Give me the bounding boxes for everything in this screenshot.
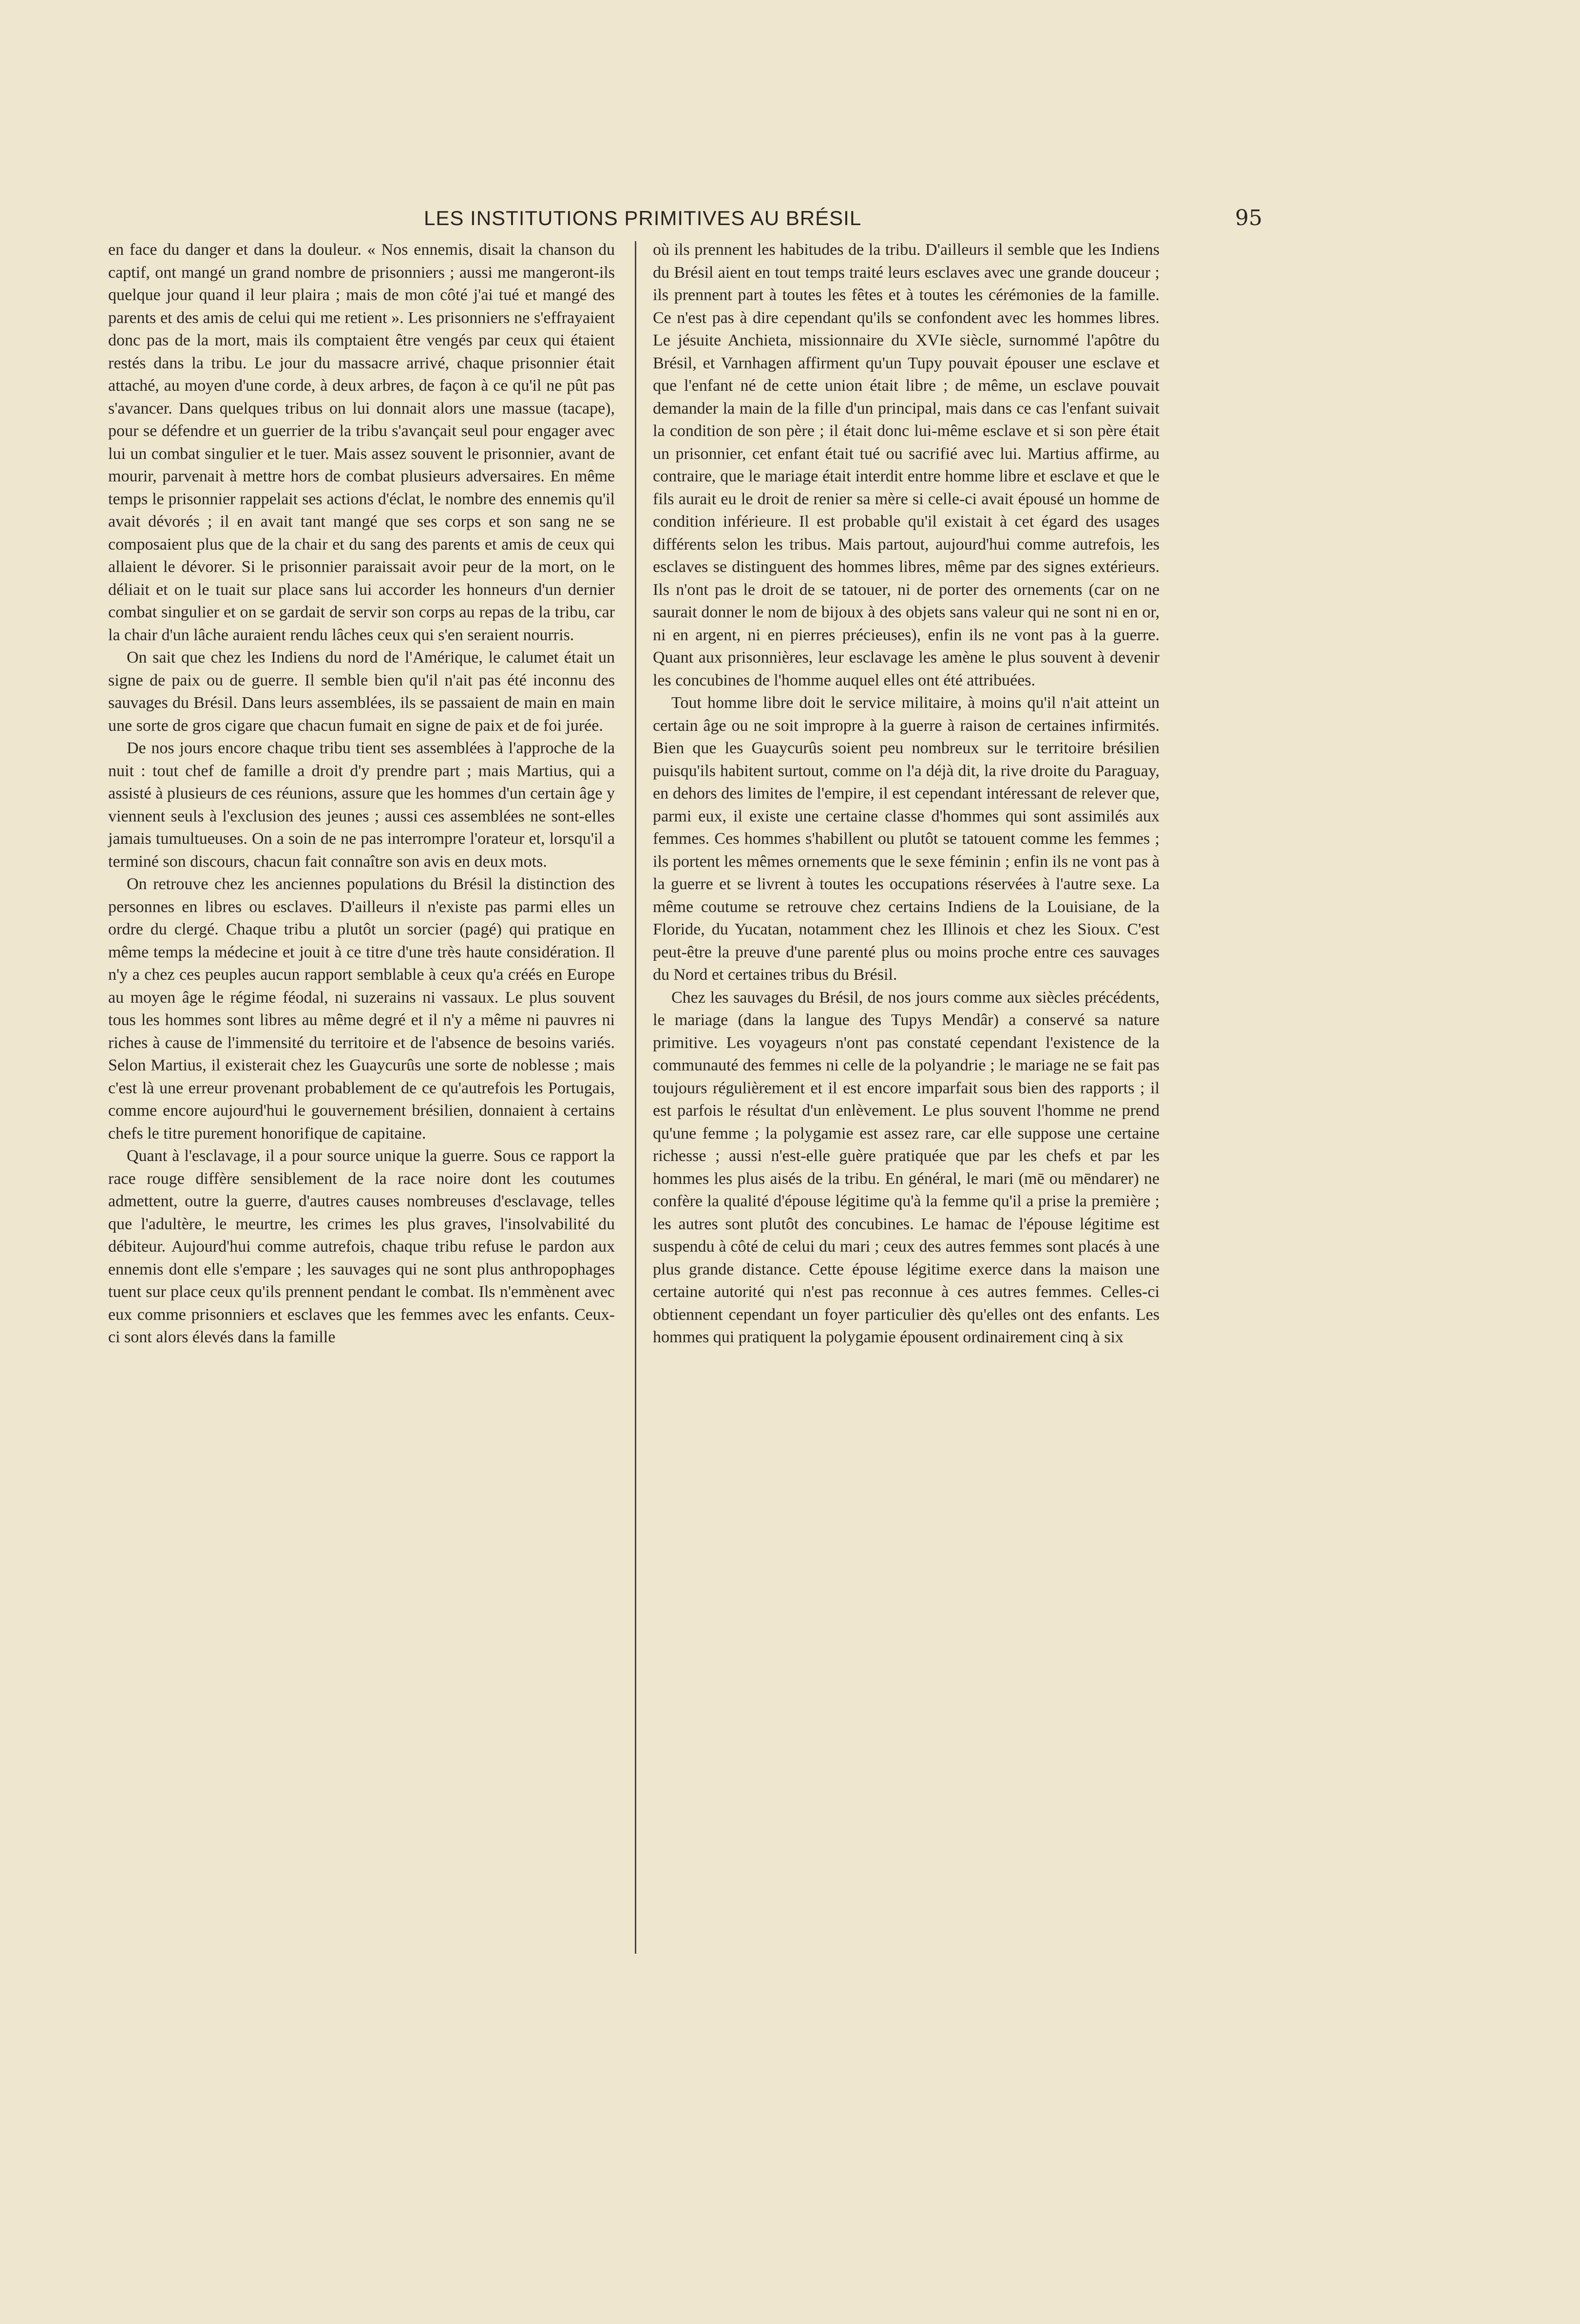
paragraph: De nos jours encore chaque tribu tient ses assemblées à l'approche de la nuit : tout chef de famille a droit d'y prendre part ; mais Martius, qui a assisté à plusieurs de ces réunions, assure que les hommes d'un certain âge y viennent seuls à l'exclusion des jeunes ; aussi ces assemblées ne sont-elles jamais tumultueuses. On a soin de ne pas interrompre l'orateur et, lorsqu'il a terminé son discours, chacun fait connaître son avis en deux mots. [108,739,615,871]
left-column [108,239,615,1349]
paragraph: On sait que chez les Indiens du nord de l'Amérique, le calumet était un signe de paix ou de guerre. Il semble bien qu'il n'ait pas été inconnu des sauvages du Brésil. Dans leurs assemblées, ils se passaient de main en main une sorte de gros cigare que chacun fumait en signe de paix et de foi jurée. [108,648,615,735]
paragraph: où ils prennent les habitudes de la tribu. D'ailleurs il semble que les Indiens du Brésil aient en tout temps traité leurs esclaves avec une grande douceur ; ils prennent part à toutes les fêtes et à toutes les cérémonies de la famille. Ce n'est pas à dire cependant qu'ils se confondent avec les hommes libres. Le jésuite Anchieta, missionnaire du XVIe siècle, surnommé l'apôtre du Brésil, et Varnhagen affirment qu'un Tupy pouvait épouser une esclave et que l'enfant né de cette union était libre ; de même, un esclave pouvait demander la main de la fille d'un principal, mais dans ce cas l'enfant suivait la condition de son père ; il était donc lui-même esclave et si son père était un prisonnier, cet enfant était tué ou sacrifié avec lui. Martius affirme, au contraire, que le mariage était interdit entre homme libre et esclave et que le fils aurait eu le droit de renier sa mère si celle-ci avait épousé un homme de condition inférieure. Il est probable qu'il existait à cet égard des usages différents selon les tribus. Mais partout, aujourd'hui comme autrefois, les esclaves se distinguent des hommes libres, même par des signes extérieurs. Ils n'ont pas le droit de se tatouer, ni de porter des ornements (car on ne saurait donner le nom de bijoux à des objets sans valeur qui ne sont ni en or, ni en argent, ni en pierres précieuses), enfin ils ne vont pas à la guerre. Quant aux prisonnières, leur esclavage les amène le plus souvent à devenir les concubines de l'homme auquel elles ont été attribuées. [653,241,1160,689]
paragraph: On retrouve chez les anciennes populations du Brésil la distinction des personnes en libres ou esclaves. D'ailleurs il n'existe pas parmi elles un ordre du clergé. Chaque tribu a plutôt un sorcier (pagé) qui pratique en même temps la médecine et jouit à ce titre d'une très haute considération. Il n'y a chez ces peuples aucun rapport semblable à ceux qu'a créés en Europe au moyen âge le régime féodal, ni suzerains ni vassaux. Le plus souvent tous les hommes sont libres au même degré et il n'y a même ni pauvres ni riches à cause de l'immensité du territoire et de l'absence de besoins variés. Selon Martius, il existerait chez les Guaycurûs une sorte de noblesse ; mais c'est là une erreur provenant probablement de ce qu'autrefois les Portugais, comme encore aujourd'hui le gouvernement brésilien, donnaient à certains chefs le titre purement honorifique de capitaine. [108,875,615,1143]
running-head [0,204,1580,233]
column-divider [635,241,636,1954]
paragraph: Chez les sauvages du Brésil, de nos jours comme aux siècles précédents, le mariage (dans la langue des Tupys Mendâr) a conservé sa nature primitive. Les voyageurs n'ont pas constaté cependant l'existence de la communauté des femmes ni celle de la polyandrie ; le mariage ne se fait pas toujours régulièrement et il est encore imparfait sous bien des rapports ; il est parfois le résultat d'un enlèvement. Le plus souvent l'homme ne prend qu'une femme ; la polygamie est assez rare, car elle suppose une certaine richesse ; aussi n'est-elle guère pratiquée que par les chefs et par les hommes les plus aisés de la tribu. En général, le mari (mē ou mēndarer) ne confère la qualité d'épouse légitime qu'à la femme qu'il a prise la première ; les autres sont plutôt des concubines. Le hamac de l'épouse légitime est suspendu à côté de celui du mari ; ceux des autres femmes sont placés à une plus grande distance. Cette épouse légitime exerce dans la maison une certaine autorité qui n'est pas reconnue à ces autres femmes. Celles-ci obtiennent cependant un foyer particulier dès qu'elles ont des enfants. Les hommes qui pratiquent la polygamie épousent ordinairement cinq à six [653,988,1160,1346]
right-column [653,239,1160,1349]
page-number: 95 [1235,206,1262,230]
paragraph: en face du danger et dans la douleur. « Nos ennemis, disait la chanson du captif, ont mangé un grand nombre de prisonniers ; aussi me mangeront-ils quelque jour quand il leur plaira ; mais de mon côté j'ai tué et mangé des parents et des amis de celui qui me retient ». Les prisonniers ne s'effrayaient donc pas de la mort, mais ils comptaient être vengés par ceux qui étaient restés dans la tribu. Le jour du massacre arrivé, chaque prisonnier était attaché, au moyen d'une corde, à deux arbres, de façon à ce qu'il ne pût pas s'avancer. Dans quelques tribus on lui donnait alors une massue (tacape), pour se défendre et un guerrier de la tribu s'avançait seul pour engager avec lui un combat singulier et le tuer. Mais assez souvent le prisonnier, avant de mourir, parvenait à mettre hors de combat plusieurs adversaires. En même temps le prisonnier rappelait ses actions d'éclat, le nombre des ennemis qu'il avait dévorés ; il en avait tant mangé que ses corps et son sang ne se composaient plus que de la chair et du sang des parents et amis de ceux qui allaient le dévorer. Si le prisonnier paraissait avoir peur de la mort, on le déliait et on le tuait sur place sans lui accorder les honneurs d'un dernier combat singulier et on se gardait de servir son corps au repas de la tribu, car la chair d'un lâche auraient rendu lâches ceux qui s'en seraient nourris. [108,241,615,644]
paragraph: Tout homme libre doit le service militaire, à moins qu'il n'ait atteint un certain âge ou ne soit impropre à la guerre à raison de certaines infirmités. Bien que les Guaycurûs soient peu nombreux sur le territoire brésilien puisqu'ils habitent surtout, comme on l'a déjà dit, la rive droite du Paraguay, en dehors des limites de l'empire, il est cependant intéressant de relever que, parmi eux, il existe une certaine classe d'hommes qui sont assimilés aux femmes. Ces hommes s'habillent ou plutôt se tatouent comme les femmes ; ils portent les mêmes ornements que le sexe féminin ; enfin ils ne vont pas à la guerre et se livrent à toutes les occupations réservées à l'autre sexe. La même coutume se retrouve chez certains Indiens de la Louisiane, de la Floride, du Yucatan, notamment chez les Illinois et chez les Sioux. C'est peut-être la preuve d'une parenté plus ou moins proche entre ces sauvages du Nord et certaines tribus du Brésil. [653,694,1160,984]
running-title: LES INSTITUTIONS PRIMITIVES AU BRÉSIL [424,207,862,229]
paragraph: Quant à l'esclavage, il a pour source unique la guerre. Sous ce rapport la race rouge diffère sensiblement de la race noire dont les coutumes admettent, outre la guerre, d'autres causes nombreuses d'esclavage, telles que l'adultère, le meurtre, les crimes les plus graves, l'insolvabilité du débiteur. Aujourd'hui comme autrefois, chaque tribu refuse le pardon aux ennemis dont elle s'empare ; les sauvages qui ne sont plus anthropophages tuent sur place ceux qu'ils prennent pendant le combat. Ils n'emmènent avec eux comme prisonniers et esclaves que les femmes avec les enfants. Ceux-ci sont alors élevés dans la famille [108,1147,615,1346]
